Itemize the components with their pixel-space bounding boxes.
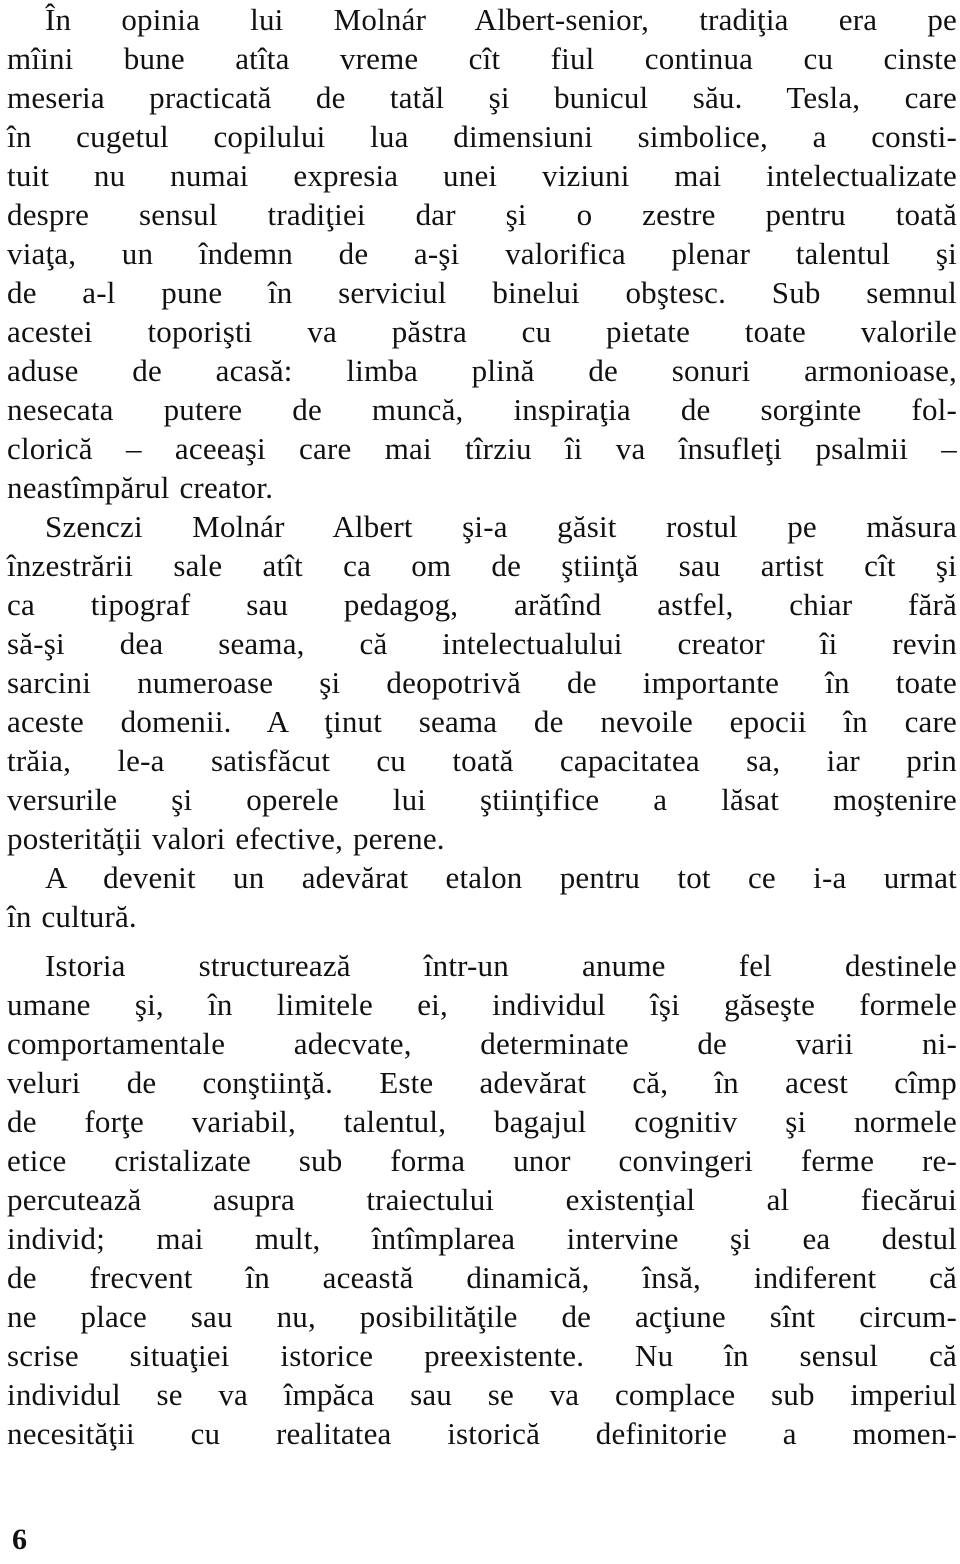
text-line: A devenit un adevărat etalon pentru tot ce i-a urmat	[45, 860, 957, 895]
text-line: necesităţii cu realitatea istorică definitorie a momen-	[7, 1416, 957, 1451]
text-line: clorică – aceeaşi care mai tîrziu îi va însufleţi psalmii –	[7, 431, 957, 466]
text-line: de frecvent în această dinamică, însă, indiferent că	[7, 1260, 957, 1295]
text-line: ca tipograf sau pedagog, arătînd astfel, chiar fără	[7, 587, 957, 622]
text-line: ne place sau nu, posibilităţile de acţiune sînt circum-	[7, 1299, 957, 1334]
text-line: Istoria structurează într-un anume fel destinele	[45, 948, 957, 983]
text-line: înzestrării sale atît ca om de ştiinţă sau artist cît şi	[7, 548, 957, 583]
text-line: individul se va împăca sau se va complace sub imperiul	[7, 1377, 957, 1412]
text-line: nesecata putere de muncă, inspiraţia de sorginte fol-	[7, 392, 957, 427]
text-line: aduse de acasă: limba plină de sonuri armonioase,	[7, 353, 957, 388]
text-line: aceste domenii. A ţinut seama de nevoile epocii în care	[7, 704, 957, 739]
text-line: de a-l pune în serviciul binelui obştesc. Sub semnul	[7, 275, 957, 310]
text-line: În opinia lui Molnár Albert-senior, tradiţia era pe	[45, 2, 957, 37]
paragraph-1	[7, 0, 957, 507]
text-line: comportamentale adecvate, determinate de varii ni-	[7, 1026, 957, 1061]
text-line: etice cristalizate sub forma unor convingeri ferme re-	[7, 1143, 957, 1178]
page-number: 6	[12, 1523, 27, 1556]
paragraph-gap	[7, 936, 957, 946]
text-line: neastîmpărul creator.	[7, 470, 274, 505]
text-line: versurile şi operele lui ştiinţifice a lăsat moştenire	[7, 782, 957, 817]
text-line: meseria practicată de tatăl şi bunicul său. Tesla, care	[7, 80, 957, 115]
text-line: trăia, le-a satisfăcut cu toată capacitatea sa, iar prin	[7, 743, 957, 778]
paragraph-3	[7, 858, 957, 936]
text-line: posterităţii valori efective, perene.	[7, 821, 445, 856]
text-line: despre sensul tradiţiei dar şi o zestre pentru toată	[7, 197, 957, 232]
text-line: viaţa, un îndemn de a-şi valorifica plenar talentul şi	[7, 236, 957, 271]
text-line: tuit nu numai expresia unei viziuni mai intelectualizate	[7, 158, 957, 193]
paragraph-2	[7, 507, 957, 858]
text-line: mîini bune atîta vreme cît fiul continua cu cinste	[7, 41, 957, 76]
text-line: de forţe variabil, talentul, bagajul cognitiv şi normele	[7, 1104, 957, 1139]
text-line: să-şi dea seama, că intelectualului creator îi revin	[7, 626, 957, 661]
text-line: percutează asupra traiectului existenţial al fiecărui	[7, 1182, 957, 1217]
page-body	[7, 0, 957, 1453]
text-line: în cugetul copilului lua dimensiuni simbolice, a consti-	[7, 119, 957, 154]
paragraph-4	[7, 946, 957, 1453]
text-line: veluri de conştiinţă. Este adevărat că, în acest cîmp	[7, 1065, 957, 1100]
text-line: individ; mai mult, întîmplarea intervine şi ea destul	[7, 1221, 957, 1256]
text-line: în cultură.	[7, 899, 137, 934]
text-line: acestei toporişti va păstra cu pietate toate valorile	[7, 314, 957, 349]
text-line: sarcini numeroase şi deopotrivă de importante în toate	[7, 665, 957, 700]
text-line: umane şi, în limitele ei, individul îşi găseşte formele	[7, 987, 957, 1022]
text-line: scrise situaţiei istorice preexistente. Nu în sensul că	[7, 1338, 957, 1373]
text-line: Szenczi Molnár Albert şi-a găsit rostul pe măsura	[45, 509, 957, 544]
